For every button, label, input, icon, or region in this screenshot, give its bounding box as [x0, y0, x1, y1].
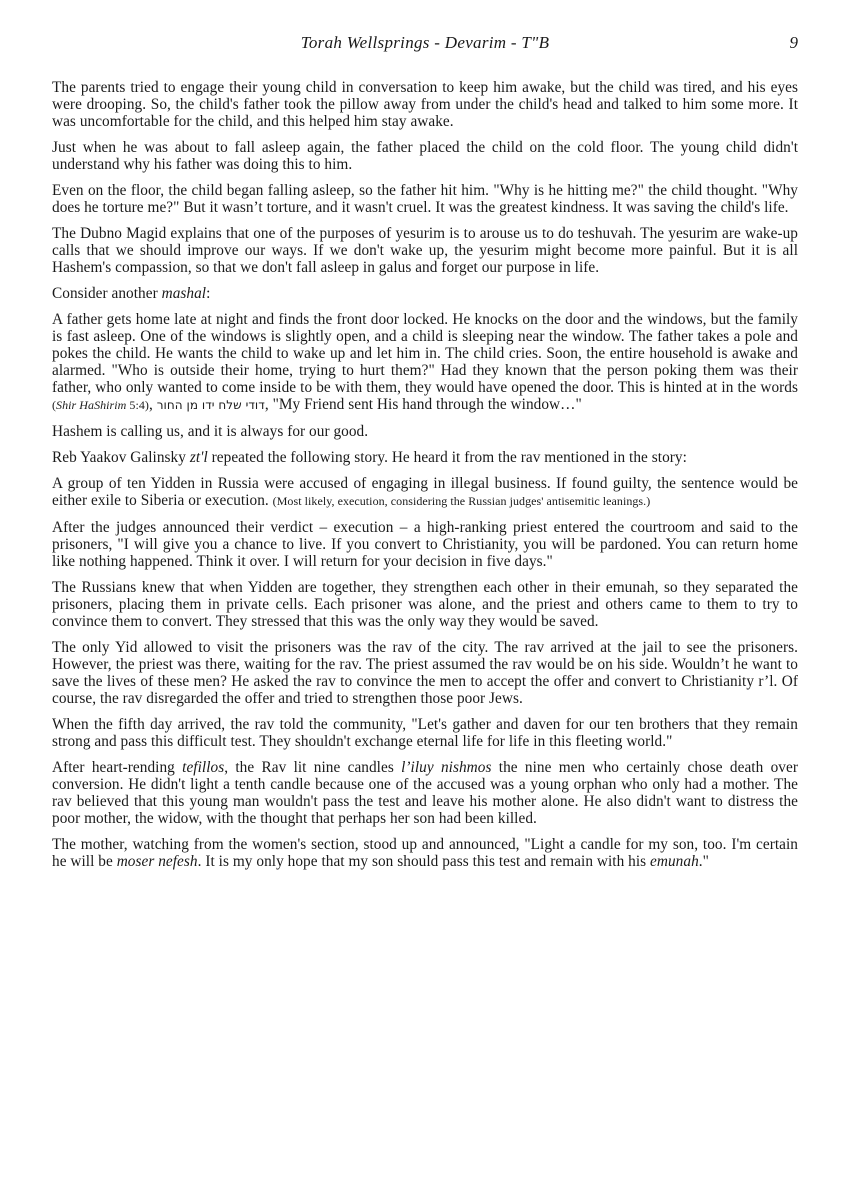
paragraph	[52, 139, 798, 173]
text-run: Reb Yaakov Galinsky	[52, 449, 190, 466]
italic-term: mashal	[161, 285, 207, 302]
text-run: Hashem is calling us, and it is always for our good.	[52, 423, 369, 440]
paragraph	[52, 716, 798, 750]
paragraph	[52, 579, 798, 630]
source-note: Shir HaShirim	[56, 398, 127, 412]
paragraph	[52, 639, 798, 707]
text-run: When the fifth day arrived, the rav told the community, "Let's gather and daven for our ten brothers that they remain strong and pass this difficult test. They shouldn't exchange eternal life for life in this fleeting world."	[52, 716, 798, 750]
text-run: . It is my only hope that my son should pass this test and remain with his	[197, 853, 651, 870]
italic-term: tefillos	[182, 759, 225, 776]
paragraph	[52, 225, 798, 276]
text-run: :	[206, 285, 211, 302]
text-run: A group of ten Yidden in Russia were accused of engaging in illegal business. If found guilty, the sentence would be either exile to Siberia or execution.	[52, 475, 798, 509]
page-number: 9	[789, 33, 798, 52]
paragraph	[52, 449, 798, 466]
text-run: , the Rav lit nine candles	[224, 759, 402, 776]
text-run: repeated the following story. He heard it from the rav mentioned in the story:	[207, 449, 687, 466]
paragraph	[52, 836, 798, 870]
italic-term: emunah	[650, 853, 699, 870]
text-run: Just when he was about to fall asleep again, the father placed the child on the cold floor. The young child didn't understand why his father was doing this to him.	[52, 139, 798, 173]
paragraph	[52, 423, 798, 440]
source-note: 5:4)	[126, 398, 149, 412]
running-header	[52, 33, 798, 57]
paragraph	[52, 285, 798, 302]
text-run: the nine men who certainly chose death over conversion. He didn't light a tenth candle because one of the accused was a young orphan who only had a mother. The rav believed that this young man wouldn't pass the test and leave his mother alone. He also didn't want to distress the poor mother, the widow, with the thought that perhaps her son had been killed.	[52, 759, 798, 827]
text-run: The mother, watching from the women's section, stood up and announced, "Light a candle for my son, too. I'm certain he will be	[52, 836, 798, 870]
text-run: The only Yid allowed to visit the prisoners was the rav of the city. The rav arrived at the jail to see the prisoners. However, the priest was there, waiting for the rav. The priest assumed the rav would be on his side. Wouldn’t he want to save the lives of these men? He asked the rav to convince the men to accept the offer and convert to Christianity r’l. Of course, the rav disregarded the offer and tried to strengthen those poor Jews.	[52, 639, 798, 707]
text-run: The Dubno Magid explains that one of the purposes of yesurim is to arouse us to do teshuvah. The yesurim are wake-up calls that we should improve our ways. If we don't wake up, the yesurim might become more painful. But it is all Hashem's compassion, so that we don't fall asleep in galus and forget our purpose in life.	[52, 225, 798, 276]
italic-term: zt'l	[189, 449, 208, 466]
text-run: ,	[148, 396, 157, 413]
text-run: , "My Friend sent His hand through the window…"	[264, 396, 582, 413]
text-run: The Russians knew that when Yidden are together, they strengthen each other in their emunah, so they separated the prisoners, placing them in private cells. Each prisoner was alone, and the priest and others came to them to try to convince them to convert. They stressed that this was the only way they would be saved.	[52, 579, 798, 630]
page-body	[52, 79, 798, 879]
text-run: Even on the floor, the child began falling asleep, so the father hit him. "Why is he hitting me?" the child thought. "Why does he torture me?" But it wasn’t torture, and it wasn't cruel. It was the greatest kindness. It was saving the child's life.	[52, 182, 798, 216]
paragraph	[52, 79, 798, 130]
italic-term: l’iluy nishmos	[401, 759, 492, 776]
text-run: ."	[698, 853, 709, 870]
paragraph	[52, 759, 798, 827]
paragraph	[52, 519, 798, 570]
hebrew-quote: דודי שלח ידו מן החור	[156, 398, 265, 412]
text-run: A father gets home late at night and finds the front door locked. He knocks on the door and the windows, but the family is fast asleep. One of the windows is slightly open, and a child is sleeping near the window. The father takes a pole and pokes the child. He wants the child to wake up and let him in. The child cries. Soon, the entire household is awake and alarmed. "Who is outside their home, trying to hurt them?" Had they known that the person poking them was their father, who only wanted to come inside to be with them, they would have opened the door. This is hinted at in the words	[52, 311, 798, 396]
source-note: (Most likely, execution, considering the Russian judges' antisemitic leanings.)	[272, 494, 651, 508]
source-note: (	[52, 398, 57, 412]
text-run: Consider another	[52, 285, 162, 302]
paragraph	[52, 182, 798, 216]
paragraph	[52, 311, 798, 414]
text-run: The parents tried to engage their young child in conversation to keep him awake, but the child was tired, and his eyes were drooping. So, the child's father took the pillow away from under the child's head and talked to him some more. It was uncomfortable for the child, and this helped him stay awake.	[52, 79, 798, 130]
text-run: After the judges announced their verdict – execution – a high-ranking priest entered the courtroom and said to the prisoners, "I will give you a chance to live. If you convert to Christianity, you will be pardoned. You can return home like nothing happened. Think it over. I will return for your decision in five days."	[52, 519, 798, 570]
text-run: After heart-rending	[52, 759, 183, 776]
paragraph	[52, 475, 798, 510]
italic-term: moser nefesh	[116, 853, 198, 870]
running-title: Torah Wellsprings - Devarim - T"B	[300, 33, 550, 52]
